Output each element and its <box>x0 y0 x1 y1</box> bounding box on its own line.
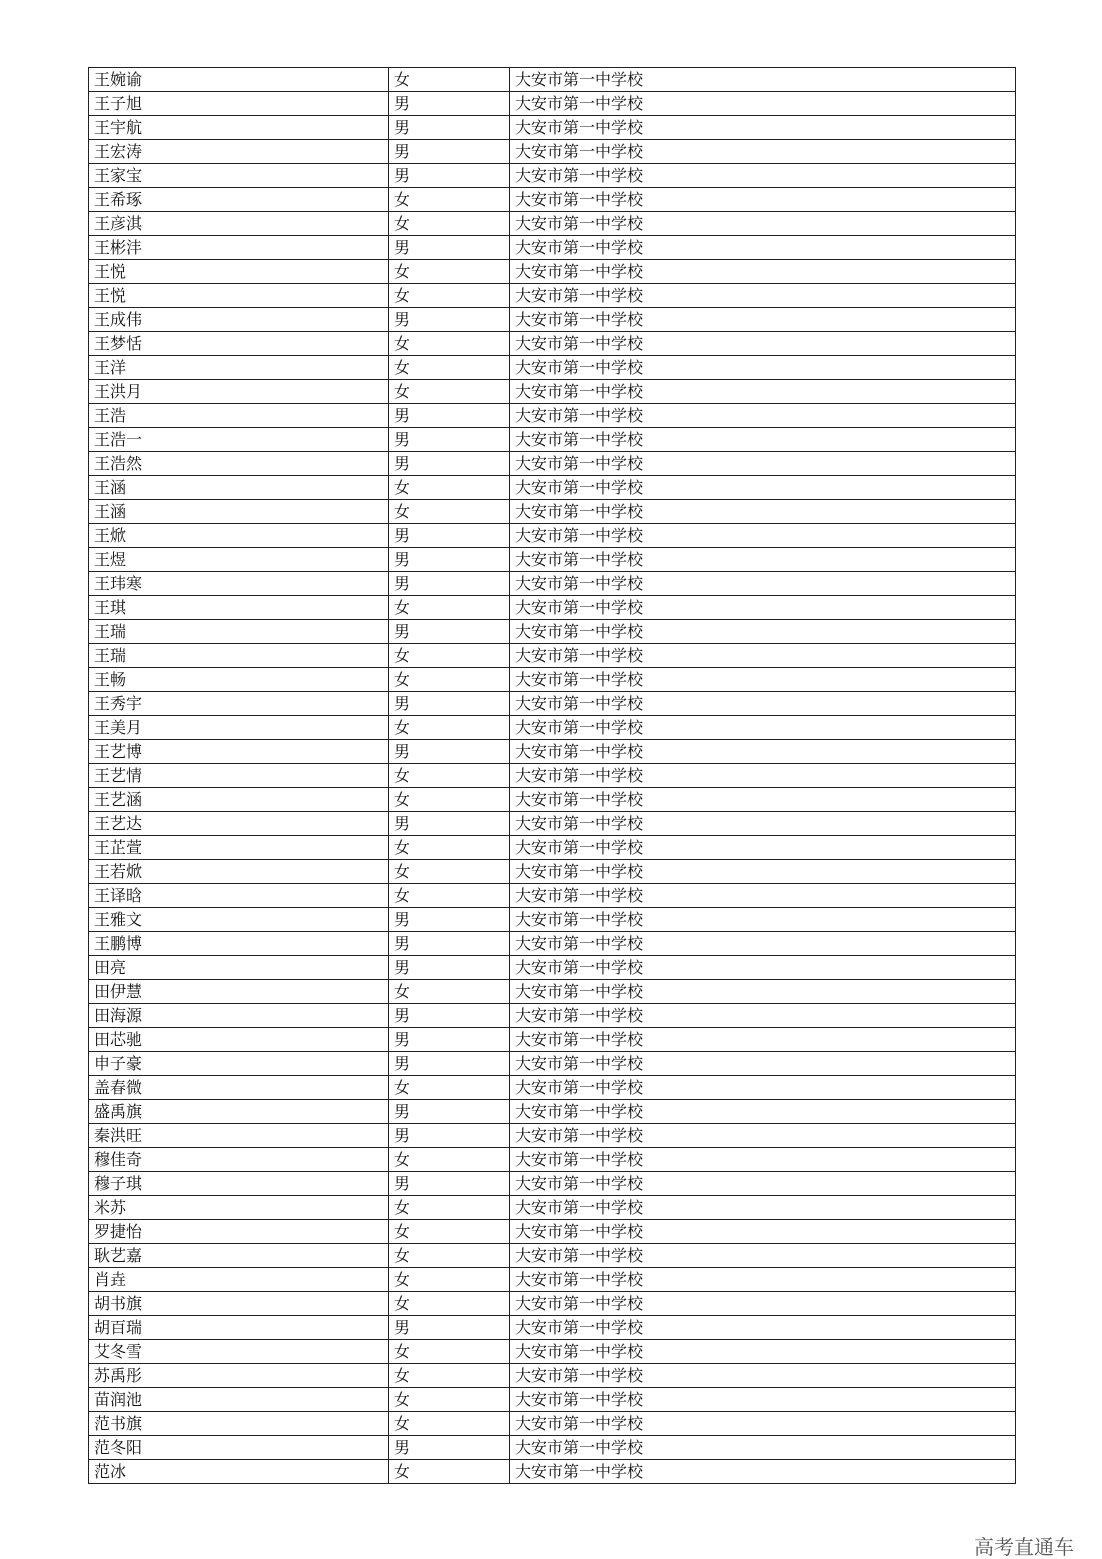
student-name-cell: 申子豪 <box>89 1052 389 1076</box>
student-name-cell: 罗捷怡 <box>89 1220 389 1244</box>
gender-cell: 男 <box>389 164 510 188</box>
gender-cell: 女 <box>389 1364 510 1388</box>
gender-cell: 男 <box>389 116 510 140</box>
gender-cell: 男 <box>389 908 510 932</box>
table-row <box>89 740 1016 764</box>
gender-cell: 女 <box>389 68 510 92</box>
student-name-cell: 田亮 <box>89 956 389 980</box>
table-row <box>89 1412 1016 1436</box>
table-row <box>89 1124 1016 1148</box>
table-row <box>89 908 1016 932</box>
gender-cell: 女 <box>389 476 510 500</box>
student-name-cell: 王若焮 <box>89 860 389 884</box>
gender-cell: 女 <box>389 1460 510 1484</box>
gender-cell: 男 <box>389 572 510 596</box>
gender-cell: 男 <box>389 1124 510 1148</box>
table-row <box>89 1340 1016 1364</box>
gender-cell: 女 <box>389 1244 510 1268</box>
school-cell: 大安市第一中学校 <box>510 116 1016 140</box>
table-row <box>89 764 1016 788</box>
table-row <box>89 140 1016 164</box>
table-row <box>89 1100 1016 1124</box>
school-cell: 大安市第一中学校 <box>510 452 1016 476</box>
student-name-cell: 穆子琪 <box>89 1172 389 1196</box>
gender-cell: 女 <box>389 1292 510 1316</box>
table-row <box>89 620 1016 644</box>
school-cell: 大安市第一中学校 <box>510 1172 1016 1196</box>
student-name-cell: 田伊慧 <box>89 980 389 1004</box>
student-name-cell: 王瑞 <box>89 620 389 644</box>
school-cell: 大安市第一中学校 <box>510 932 1016 956</box>
table-row <box>89 284 1016 308</box>
school-cell: 大安市第一中学校 <box>510 1436 1016 1460</box>
gender-cell: 男 <box>389 812 510 836</box>
table-row <box>89 956 1016 980</box>
table-row <box>89 1052 1016 1076</box>
student-name-cell: 王瑞 <box>89 644 389 668</box>
gender-cell: 男 <box>389 956 510 980</box>
table-row <box>89 332 1016 356</box>
table-row <box>89 692 1016 716</box>
student-name-cell: 王梦恬 <box>89 332 389 356</box>
school-cell: 大安市第一中学校 <box>510 812 1016 836</box>
student-name-cell: 王希琢 <box>89 188 389 212</box>
table-row <box>89 1316 1016 1340</box>
table-row <box>89 476 1016 500</box>
student-name-cell: 王煜 <box>89 548 389 572</box>
student-name-cell: 王子旭 <box>89 92 389 116</box>
table-row <box>89 1172 1016 1196</box>
table-row <box>89 1004 1016 1028</box>
student-name-cell: 王秀宇 <box>89 692 389 716</box>
gender-cell: 男 <box>389 1004 510 1028</box>
student-name-cell: 王涵 <box>89 500 389 524</box>
school-cell: 大安市第一中学校 <box>510 380 1016 404</box>
table-row <box>89 1076 1016 1100</box>
school-cell: 大安市第一中学校 <box>510 572 1016 596</box>
student-name-cell: 王彦淇 <box>89 212 389 236</box>
school-cell: 大安市第一中学校 <box>510 308 1016 332</box>
gender-cell: 女 <box>389 980 510 1004</box>
table-row <box>89 596 1016 620</box>
table-row <box>89 356 1016 380</box>
student-name-cell: 王芷萱 <box>89 836 389 860</box>
school-cell: 大安市第一中学校 <box>510 332 1016 356</box>
table-row <box>89 716 1016 740</box>
table-row <box>89 68 1016 92</box>
gender-cell: 女 <box>389 788 510 812</box>
school-cell: 大安市第一中学校 <box>510 1316 1016 1340</box>
table-row <box>89 836 1016 860</box>
gender-cell: 女 <box>389 1220 510 1244</box>
gender-cell: 女 <box>389 1388 510 1412</box>
gender-cell: 男 <box>389 92 510 116</box>
table-row <box>89 788 1016 812</box>
watermark-text: 高考直通车 <box>974 1535 1074 1559</box>
school-cell: 大安市第一中学校 <box>510 980 1016 1004</box>
gender-cell: 女 <box>389 1076 510 1100</box>
student-name-cell: 盖春微 <box>89 1076 389 1100</box>
school-cell: 大安市第一中学校 <box>510 428 1016 452</box>
gender-cell: 女 <box>389 764 510 788</box>
gender-cell: 男 <box>389 524 510 548</box>
school-cell: 大安市第一中学校 <box>510 692 1016 716</box>
table-row <box>89 980 1016 1004</box>
gender-cell: 女 <box>389 500 510 524</box>
gender-cell: 男 <box>389 428 510 452</box>
table-row <box>89 1220 1016 1244</box>
table-row <box>89 452 1016 476</box>
school-cell: 大安市第一中学校 <box>510 1124 1016 1148</box>
gender-cell: 女 <box>389 1196 510 1220</box>
student-name-cell: 范冰 <box>89 1460 389 1484</box>
student-name-cell: 王艺博 <box>89 740 389 764</box>
gender-cell: 男 <box>389 740 510 764</box>
school-cell: 大安市第一中学校 <box>510 1004 1016 1028</box>
gender-cell: 女 <box>389 1340 510 1364</box>
student-name-cell: 肖垚 <box>89 1268 389 1292</box>
school-cell: 大安市第一中学校 <box>510 140 1016 164</box>
student-name-cell: 王雅文 <box>89 908 389 932</box>
school-cell: 大安市第一中学校 <box>510 212 1016 236</box>
gender-cell: 女 <box>389 212 510 236</box>
gender-cell: 女 <box>389 596 510 620</box>
student-roster-table <box>88 67 1016 1484</box>
school-cell: 大安市第一中学校 <box>510 260 1016 284</box>
table-row <box>89 212 1016 236</box>
student-name-cell: 范书旗 <box>89 1412 389 1436</box>
school-cell: 大安市第一中学校 <box>510 548 1016 572</box>
school-cell: 大安市第一中学校 <box>510 1460 1016 1484</box>
student-name-cell: 王洪月 <box>89 380 389 404</box>
gender-cell: 女 <box>389 836 510 860</box>
school-cell: 大安市第一中学校 <box>510 1268 1016 1292</box>
gender-cell: 女 <box>389 284 510 308</box>
student-name-cell: 王成伟 <box>89 308 389 332</box>
student-name-cell: 穆佳奇 <box>89 1148 389 1172</box>
school-cell: 大安市第一中学校 <box>510 1148 1016 1172</box>
student-name-cell: 胡百瑞 <box>89 1316 389 1340</box>
gender-cell: 男 <box>389 1172 510 1196</box>
gender-cell: 男 <box>389 1028 510 1052</box>
school-cell: 大安市第一中学校 <box>510 1220 1016 1244</box>
school-cell: 大安市第一中学校 <box>510 476 1016 500</box>
gender-cell: 男 <box>389 620 510 644</box>
table-row <box>89 884 1016 908</box>
table-row <box>89 668 1016 692</box>
gender-cell: 女 <box>389 644 510 668</box>
gender-cell: 男 <box>389 308 510 332</box>
table-row <box>89 1388 1016 1412</box>
student-name-cell: 王鹏博 <box>89 932 389 956</box>
table-row <box>89 260 1016 284</box>
gender-cell: 女 <box>389 332 510 356</box>
school-cell: 大安市第一中学校 <box>510 92 1016 116</box>
table-row <box>89 308 1016 332</box>
school-cell: 大安市第一中学校 <box>510 1412 1016 1436</box>
school-cell: 大安市第一中学校 <box>510 164 1016 188</box>
student-name-cell: 田海源 <box>89 1004 389 1028</box>
table-row <box>89 644 1016 668</box>
student-name-cell: 田芯驰 <box>89 1028 389 1052</box>
table-row <box>89 1364 1016 1388</box>
school-cell: 大安市第一中学校 <box>510 1028 1016 1052</box>
school-cell: 大安市第一中学校 <box>510 284 1016 308</box>
school-cell: 大安市第一中学校 <box>510 1076 1016 1100</box>
table-row <box>89 92 1016 116</box>
student-name-cell: 王洋 <box>89 356 389 380</box>
gender-cell: 男 <box>389 932 510 956</box>
table-row <box>89 524 1016 548</box>
student-name-cell: 胡书旗 <box>89 1292 389 1316</box>
gender-cell: 女 <box>389 860 510 884</box>
student-name-cell: 王宏涛 <box>89 140 389 164</box>
school-cell: 大安市第一中学校 <box>510 884 1016 908</box>
school-cell: 大安市第一中学校 <box>510 716 1016 740</box>
table-row <box>89 1196 1016 1220</box>
table-row <box>89 428 1016 452</box>
table-row <box>89 1460 1016 1484</box>
school-cell: 大安市第一中学校 <box>510 620 1016 644</box>
gender-cell: 女 <box>389 380 510 404</box>
school-cell: 大安市第一中学校 <box>510 1052 1016 1076</box>
school-cell: 大安市第一中学校 <box>510 1292 1016 1316</box>
gender-cell: 男 <box>389 452 510 476</box>
student-name-cell: 盛禹旗 <box>89 1100 389 1124</box>
student-name-cell: 王浩然 <box>89 452 389 476</box>
school-cell: 大安市第一中学校 <box>510 1364 1016 1388</box>
table-row <box>89 116 1016 140</box>
gender-cell: 女 <box>389 716 510 740</box>
table-row <box>89 1268 1016 1292</box>
gender-cell: 女 <box>389 668 510 692</box>
student-name-cell: 王浩 <box>89 404 389 428</box>
school-cell: 大安市第一中学校 <box>510 1196 1016 1220</box>
roster-body <box>89 68 1016 1484</box>
gender-cell: 女 <box>389 1148 510 1172</box>
student-name-cell: 秦洪旺 <box>89 1124 389 1148</box>
school-cell: 大安市第一中学校 <box>510 68 1016 92</box>
student-name-cell: 王琪 <box>89 596 389 620</box>
student-name-cell: 艾冬雪 <box>89 1340 389 1364</box>
school-cell: 大安市第一中学校 <box>510 764 1016 788</box>
table-row <box>89 548 1016 572</box>
student-name-cell: 王玮寒 <box>89 572 389 596</box>
school-cell: 大安市第一中学校 <box>510 1388 1016 1412</box>
student-name-cell: 王焮 <box>89 524 389 548</box>
school-cell: 大安市第一中学校 <box>510 356 1016 380</box>
table-row <box>89 1244 1016 1268</box>
student-name-cell: 王艺达 <box>89 812 389 836</box>
student-name-cell: 王宇航 <box>89 116 389 140</box>
gender-cell: 男 <box>389 1436 510 1460</box>
student-name-cell: 王涵 <box>89 476 389 500</box>
school-cell: 大安市第一中学校 <box>510 668 1016 692</box>
student-name-cell: 王畅 <box>89 668 389 692</box>
table-row <box>89 404 1016 428</box>
table-row <box>89 932 1016 956</box>
student-name-cell: 王译晗 <box>89 884 389 908</box>
table-row <box>89 236 1016 260</box>
student-name-cell: 王艺涵 <box>89 788 389 812</box>
school-cell: 大安市第一中学校 <box>510 500 1016 524</box>
school-cell: 大安市第一中学校 <box>510 1100 1016 1124</box>
school-cell: 大安市第一中学校 <box>510 956 1016 980</box>
school-cell: 大安市第一中学校 <box>510 788 1016 812</box>
student-name-cell: 米苏 <box>89 1196 389 1220</box>
table-row <box>89 380 1016 404</box>
table-row <box>89 164 1016 188</box>
table-row <box>89 860 1016 884</box>
gender-cell: 女 <box>389 884 510 908</box>
student-name-cell: 王美月 <box>89 716 389 740</box>
school-cell: 大安市第一中学校 <box>510 908 1016 932</box>
gender-cell: 男 <box>389 692 510 716</box>
table-row <box>89 1292 1016 1316</box>
gender-cell: 男 <box>389 140 510 164</box>
school-cell: 大安市第一中学校 <box>510 740 1016 764</box>
table-row <box>89 188 1016 212</box>
gender-cell: 男 <box>389 1316 510 1340</box>
gender-cell: 女 <box>389 1412 510 1436</box>
gender-cell: 女 <box>389 260 510 284</box>
school-cell: 大安市第一中学校 <box>510 524 1016 548</box>
student-name-cell: 王浩一 <box>89 428 389 452</box>
student-name-cell: 王艺情 <box>89 764 389 788</box>
gender-cell: 女 <box>389 1268 510 1292</box>
school-cell: 大安市第一中学校 <box>510 188 1016 212</box>
student-name-cell: 王家宝 <box>89 164 389 188</box>
table-row <box>89 500 1016 524</box>
gender-cell: 男 <box>389 236 510 260</box>
student-name-cell: 苗润池 <box>89 1388 389 1412</box>
school-cell: 大安市第一中学校 <box>510 1340 1016 1364</box>
school-cell: 大安市第一中学校 <box>510 596 1016 620</box>
school-cell: 大安市第一中学校 <box>510 644 1016 668</box>
gender-cell: 男 <box>389 548 510 572</box>
school-cell: 大安市第一中学校 <box>510 236 1016 260</box>
table-row <box>89 1028 1016 1052</box>
school-cell: 大安市第一中学校 <box>510 836 1016 860</box>
gender-cell: 女 <box>389 356 510 380</box>
student-name-cell: 耿艺嘉 <box>89 1244 389 1268</box>
student-name-cell: 王婉谕 <box>89 68 389 92</box>
school-cell: 大安市第一中学校 <box>510 404 1016 428</box>
gender-cell: 男 <box>389 404 510 428</box>
gender-cell: 男 <box>389 1100 510 1124</box>
gender-cell: 女 <box>389 188 510 212</box>
school-cell: 大安市第一中学校 <box>510 860 1016 884</box>
table-row <box>89 1148 1016 1172</box>
student-name-cell: 苏禹彤 <box>89 1364 389 1388</box>
student-name-cell: 王悦 <box>89 260 389 284</box>
table-row <box>89 812 1016 836</box>
table-row <box>89 1436 1016 1460</box>
student-name-cell: 范冬阳 <box>89 1436 389 1460</box>
gender-cell: 男 <box>389 1052 510 1076</box>
school-cell: 大安市第一中学校 <box>510 1244 1016 1268</box>
student-name-cell: 王悦 <box>89 284 389 308</box>
table-row <box>89 572 1016 596</box>
student-name-cell: 王彬沣 <box>89 236 389 260</box>
